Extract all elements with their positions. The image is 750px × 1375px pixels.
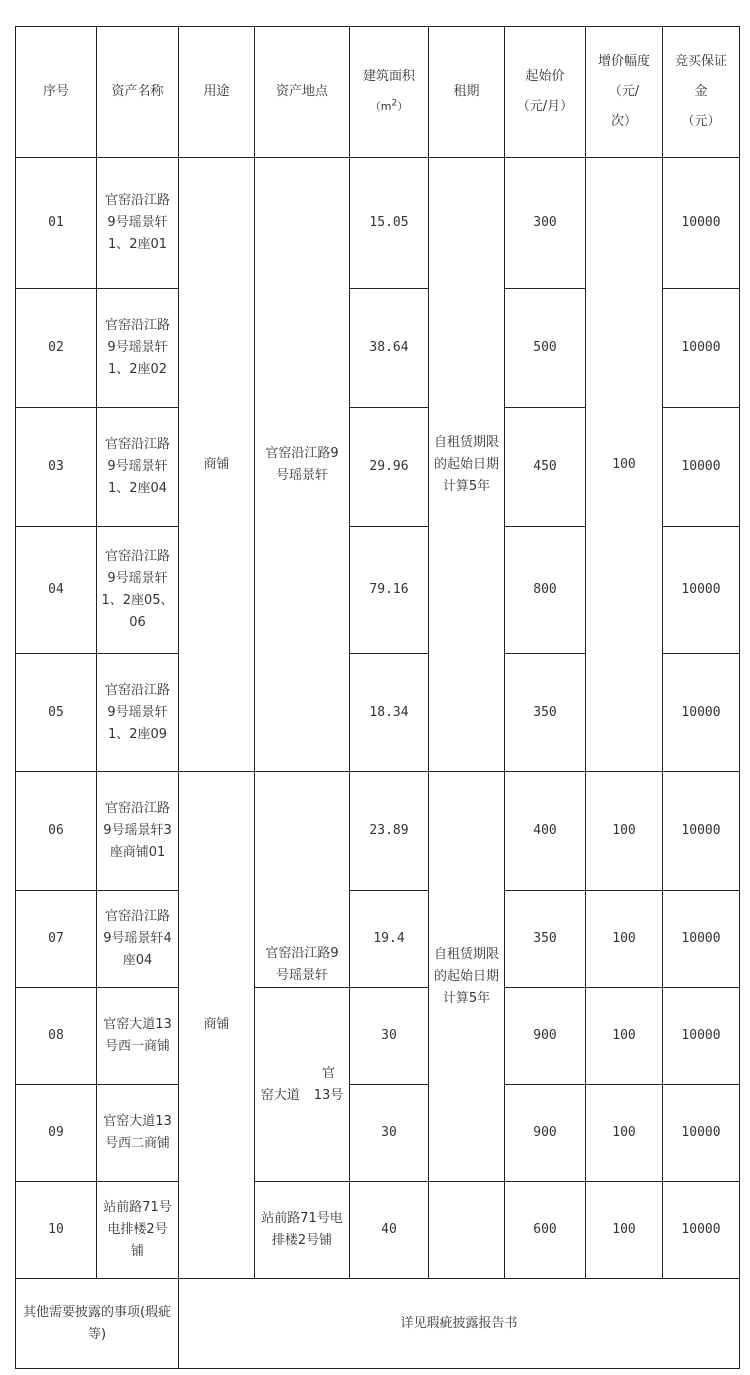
location-group-d: 站前路71号电排楼2号铺 (255, 1182, 350, 1279)
table-row (16, 1182, 740, 1279)
header-deposit: 竞买保证 金 （元） (663, 27, 740, 158)
row-name: 官窑沿江路9号瑶景轩4座04 (97, 891, 179, 988)
row-deposit: 10000 (663, 408, 740, 527)
table-row (16, 891, 740, 988)
row-seq: 03 (16, 408, 97, 527)
row-name: 官窑大道13号西一商铺 (97, 988, 179, 1085)
footer-value: 详见瑕疵披露报告书 (179, 1279, 740, 1369)
row-area: 38.64 (350, 289, 429, 408)
row-deposit: 10000 (663, 289, 740, 408)
header-increment: 增价幅度 （元/ 次） (586, 27, 663, 158)
row-seq: 06 (16, 772, 97, 891)
header-name: 资产名称 (97, 27, 179, 158)
row-deposit: 10000 (663, 1085, 740, 1182)
row-increment: 100 (586, 1085, 663, 1182)
footer-label: 其他需要披露的事项(瑕疵等) (16, 1279, 179, 1369)
row-deposit: 10000 (663, 158, 740, 289)
usage-group-b: 商铺 (179, 772, 255, 1279)
row-price: 350 (505, 654, 586, 772)
increment-group-a: 100 (586, 158, 663, 772)
location-group-a: 官窑沿江路9号瑶景轩 (255, 158, 350, 772)
table-row (16, 988, 740, 1085)
row-increment: 100 (586, 1182, 663, 1279)
table-row (16, 158, 740, 289)
row-price: 600 (505, 1182, 586, 1279)
row-increment: 100 (586, 988, 663, 1085)
row-name: 站前路71号电排楼2号铺 (97, 1182, 179, 1279)
term-empty-cell (429, 1182, 505, 1279)
row-area: 15.05 (350, 158, 429, 289)
header-area-unit: $(m^2)$ (369, 98, 409, 113)
row-price: 350 (505, 891, 586, 988)
header-term: 租期 (429, 27, 505, 158)
row-seq: 01 (16, 158, 97, 289)
row-price: 400 (505, 772, 586, 891)
asset-table (15, 26, 740, 1369)
row-area: 29.96 (350, 408, 429, 527)
footer-row (16, 1279, 740, 1369)
row-seq: 02 (16, 289, 97, 408)
row-area: 18.34 (350, 654, 429, 772)
row-deposit: 10000 (663, 1182, 740, 1279)
row-deposit: 10000 (663, 654, 740, 772)
row-price: 800 (505, 527, 586, 654)
row-price: 450 (505, 408, 586, 527)
header-location: 资产地点 (255, 27, 350, 158)
row-area: 30 (350, 1085, 429, 1182)
usage-group-a: 商铺 (179, 158, 255, 772)
row-increment: 100 (586, 772, 663, 891)
row-name: 官窑大道13号西二商铺 (97, 1085, 179, 1182)
header-seq: 序号 (16, 27, 97, 158)
row-seq: 07 (16, 891, 97, 988)
row-area: 30 (350, 988, 429, 1085)
row-price: 900 (505, 1085, 586, 1182)
row-name: 官窑沿江路9号瑶景轩1、2座05、06 (97, 527, 179, 654)
row-seq: 04 (16, 527, 97, 654)
row-name: 官窑沿江路9号瑶景轩1、2座04 (97, 408, 179, 527)
table-row (16, 1085, 740, 1182)
row-price: 300 (505, 158, 586, 289)
row-deposit: 10000 (663, 891, 740, 988)
row-deposit: 10000 (663, 772, 740, 891)
row-name: 官窑沿江路9号瑶景轩1、2座09 (97, 654, 179, 772)
row-seq: 05 (16, 654, 97, 772)
header-start-price: 起始价 （元/月） (505, 27, 586, 158)
row-seq: 10 (16, 1182, 97, 1279)
row-deposit: 10000 (663, 988, 740, 1085)
row-price: 500 (505, 289, 586, 408)
row-price: 900 (505, 988, 586, 1085)
term-group-a: 自租赁期限的起始日期计算5年 (429, 158, 505, 772)
table-row (16, 772, 740, 891)
row-deposit: 10000 (663, 527, 740, 654)
header-area: 建筑面积 $(m^2)$ (350, 27, 429, 158)
header-row (16, 27, 740, 158)
row-area: 79.16 (350, 527, 429, 654)
row-increment: 100 (586, 891, 663, 988)
row-area: 23.89 (350, 772, 429, 891)
row-seq: 09 (16, 1085, 97, 1182)
location-group-b: 官窑沿江路9号瑶景轩 (255, 772, 350, 988)
header-usage: 用途 (179, 27, 255, 158)
location-group-c: 官 窑大道 13号 (255, 988, 350, 1182)
row-seq: 08 (16, 988, 97, 1085)
row-area: 40 (350, 1182, 429, 1279)
term-group-b: 自租赁期限的起始日期计算5年 (429, 772, 505, 1182)
row-name: 官窑沿江路9号瑶景轩3座商铺01 (97, 772, 179, 891)
row-name: 官窑沿江路9号瑶景轩1、2座02 (97, 289, 179, 408)
row-area: 19.4 (350, 891, 429, 988)
row-name: 官窑沿江路9号瑶景轩1、2座01 (97, 158, 179, 289)
